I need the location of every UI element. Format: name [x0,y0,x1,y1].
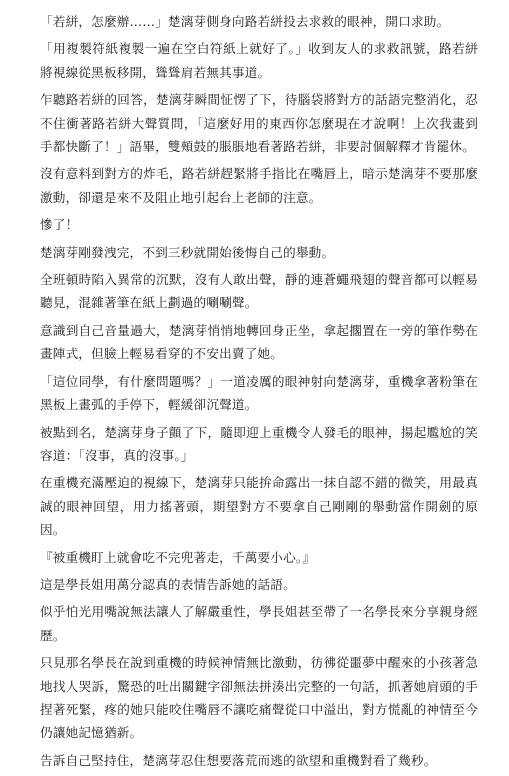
paragraph-6: 楚漓芽剛發洩完，不到三秒就開始後悔自己的舉動。 [40,244,335,260]
paragraph-11: 在重機充滿壓迫的視線下，楚漓芽只能拚命露出一抹自認不錯的微笑，用最真誠的眼神回望，用力搖著頭，期望對方不要拿自己剛剛的舉動當作開劍的原因。 [40,475,478,538]
paragraph-13: 這是學長姐用萬分認真的表情告訴她的話語。 [40,576,296,592]
document-page [40,10,478,776]
paragraph-9: 「這位同學，有什麼問題嗎？」一道凌厲的眼神射向楚漓芽，重機拿著粉筆在黑板上畫弧的手停下，輕緩卻沉聲道。 [40,373,478,413]
paragraph-10: 被點到名，楚漓芽身子顫了下，隨即迎上重機令人發毛的眼神，揚起尷尬的笑容道：「沒事，真的沒事。」 [40,424,478,463]
paragraph-2: 「用複製符紙複製一遍在空白符紙上就好了。」收到友人的求救訊號，路若絣將視線從黑板移開，聳聳肩若無其事道。 [40,41,478,80]
paragraph-5: 慘了！ [40,217,79,233]
paragraph-1: 「若絣，怎麼辦……」楚漓芽側身向路若絣投去求救的眼神，開口求助。 [40,14,450,29]
paragraph-7: 全班頓時陷入異常的沉默，沒有人敢出聲，靜的連蒼蠅飛翅的聲音都可以輕易聽見，混雜著筆在紙上劃過的唰唰聲。 [40,272,478,311]
paragraph-4: 沒有意料到對方的炸毛，路若絣趕緊將手指比在嘴唇上，暗示楚漓芽不要那麼激動，卻還是來不及阻止地引起台上老師的注意。 [40,166,478,205]
paragraph-8: 意識到自己音量過大，楚漓芽悄悄地轉回身正坐，拿起擱置在一旁的筆作勢在畫陣式，但臉上輕易看穿的不安出賣了她。 [40,322,478,362]
paragraph-12: 『被重機盯上就會吃不完兜著走，千萬要小心。』 [40,549,316,565]
paragraph-3: 乍聽路若絣的回答，楚漓芽瞬間怔愣了下，待腦袋將對方的話語完整消化，忍不住衝著路若絣大聲質問，「這麼好用的東西你怎麼現在才說啊！上次我畫到手都快斷了！」語畢，雙頰鼓的脹脹地看著路若絣，非要討個解釋才肯罷休。 [40,92,478,155]
paragraph-14: 似乎怕光用嘴說無法讓人了解嚴重性，學長姐甚至帶了一名學長來分享親身經歷。 [40,604,478,643]
paragraph-15: 只見那名學長在說到重機的時候神情無比激動，彷彿從噩夢中醒來的小孩著急地找人哭訴，驚恐的吐出關鍵字卻無法拼湊出完整的一句話，抓著她肩頭的手捏著死緊，疼的她只能咬住嘴唇不讓吃痛聲從口中溢出，對方慌亂的神情至今仍讓她記憶猶新。 [40,655,478,741]
paragraph-16: 告訴自己堅持住，楚漓芽忍住想要落荒而逃的欲望和重機對看了幾秒。 [40,752,437,768]
